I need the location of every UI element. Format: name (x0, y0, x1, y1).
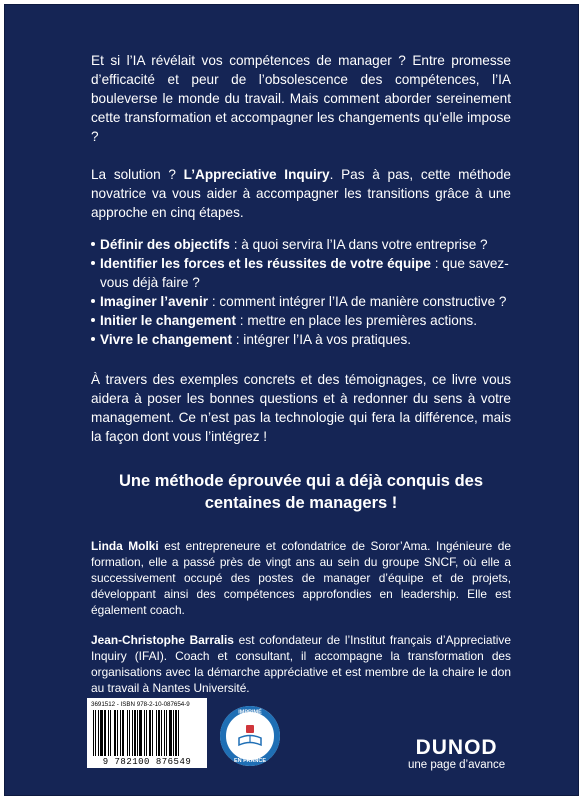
barcode-bar (146, 710, 147, 756)
author-name: Jean-Christophe Barralis (91, 633, 234, 647)
barcode-bar (173, 710, 174, 756)
barcode-bar (175, 710, 177, 756)
publisher-logo (408, 737, 505, 772)
publisher-name: DUNOD (415, 736, 498, 759)
list-item (91, 330, 511, 349)
barcode-bar (110, 710, 111, 756)
isbn-label: 3691512 - ISBN 978-2-10-087654-9 (91, 701, 190, 708)
barcode-bar (161, 710, 162, 756)
author-bio-text: est entrepreneure et cofondatrice de Soror’Ama. Ingénieure de formation, elle a passé près de vingt ans au sein du groupe SNCF, où elle a successivement occupé des postes de manager d’équipe et de projets, développant ainsi des compétences approfondies en leadership. Elle est également coach. (91, 539, 511, 617)
solution-lead: La solution ? (91, 167, 184, 182)
author-bio-text: est cofondateur de l’Institut français d’Appreciative Inquiry (IFAI). Coach et consultant, il accompagne la transformation des organisations avec la démarche appréciative et est membre de la chaire le don au travail à Nantes Université. (91, 633, 511, 695)
step-text: : que savez-vous déjà faire ? (100, 256, 509, 290)
step-text: : intégrer l’IA à vos pratiques. (231, 332, 412, 347)
closing-paragraph: À travers des exemples concrets et des témoignages, ce livre vous aidera à poser les bonnes questions et à redonner du sens à votre management. Ce n’est pas la technologie qui fera la différence, mais la façon dont vous l’intégrez ! (91, 372, 511, 444)
barcode-bar (122, 710, 124, 756)
barcode-bar (158, 710, 160, 756)
tagline: Une méthode éprouvée qui a déjà conquis des centaines de managers ! (119, 472, 483, 512)
step-title: Identifier les forces et les réussites de votre équipe (100, 256, 431, 271)
barcode-bar (137, 710, 138, 756)
barcode-bar (149, 710, 151, 756)
step-title: Vivre le changement (100, 332, 232, 347)
step-text: : mettre en place les premières actions. (235, 313, 478, 328)
barcode-bar (132, 710, 133, 756)
solution-rest: . Pas à pas, cette méthode novatrice va vous aider à accompagner les transitions grâce à une approche en cinq étapes. (91, 167, 511, 220)
list-item (91, 235, 511, 254)
list-item (91, 254, 511, 292)
author-bios (91, 538, 511, 696)
barcode-bar (104, 710, 106, 756)
step-title: Imaginer l’avenir (100, 294, 209, 309)
barcode-bar (134, 710, 136, 756)
back-cover (4, 4, 579, 796)
barcode-bar (114, 710, 116, 756)
cover-text (91, 51, 511, 696)
barcode-bar (93, 710, 94, 756)
barcode-bar (166, 710, 167, 756)
solution-paragraph (91, 165, 511, 222)
author-name: Linda Molki (91, 539, 159, 553)
list-item (91, 311, 511, 330)
seal-top-text: IMPRIMÉ (238, 709, 262, 716)
barcode-bar (152, 710, 153, 756)
publisher-tagline: une page d’avance (408, 759, 506, 771)
list-item (91, 292, 511, 311)
barcode-bar (156, 710, 157, 756)
seal-bottom-text: EN FRANCE (233, 758, 267, 764)
barcode-bar (100, 710, 103, 756)
barcode-bar (117, 710, 118, 756)
printed-in-france-seal-icon (219, 705, 281, 767)
barcode-bar (120, 710, 121, 756)
isbn-barcode (87, 698, 207, 768)
steps-list (91, 235, 511, 349)
step-title: Définir des objectifs (100, 237, 230, 252)
author-bio (91, 632, 511, 696)
barcode-bar (144, 710, 145, 756)
step-text: : comment intégrer l’IA de manière constructive ? (208, 294, 507, 309)
barcode-bar (108, 710, 109, 756)
barcode-bar (169, 710, 172, 756)
barcode-bar (178, 710, 179, 756)
barcode-bar (95, 710, 96, 756)
barcode-bar (129, 710, 130, 756)
step-text: : à quoi servira l’IA dans votre entreprise ? (229, 237, 488, 252)
intro-paragraph: Et si l’IA révélait vos compétences de manager ? Entre promesse d’efficacité et peur de l’obsolescence des compétences, l’IA bouleverse le monde du travail. Mais comment aborder sereinement cette transformation et accompagner les changements qu’elle impose ? (91, 53, 511, 144)
barcode-icon (91, 710, 203, 756)
step-title: Initier le changement (100, 313, 236, 328)
author-bio (91, 538, 511, 618)
barcode-bar (139, 710, 142, 756)
barcode-bar (127, 710, 128, 756)
barcode-bar (164, 710, 165, 756)
barcode-number: 9 782100 876549 (102, 757, 192, 767)
barcode-bar (98, 710, 99, 756)
method-name: L’Appreciative Inquiry (183, 167, 330, 182)
